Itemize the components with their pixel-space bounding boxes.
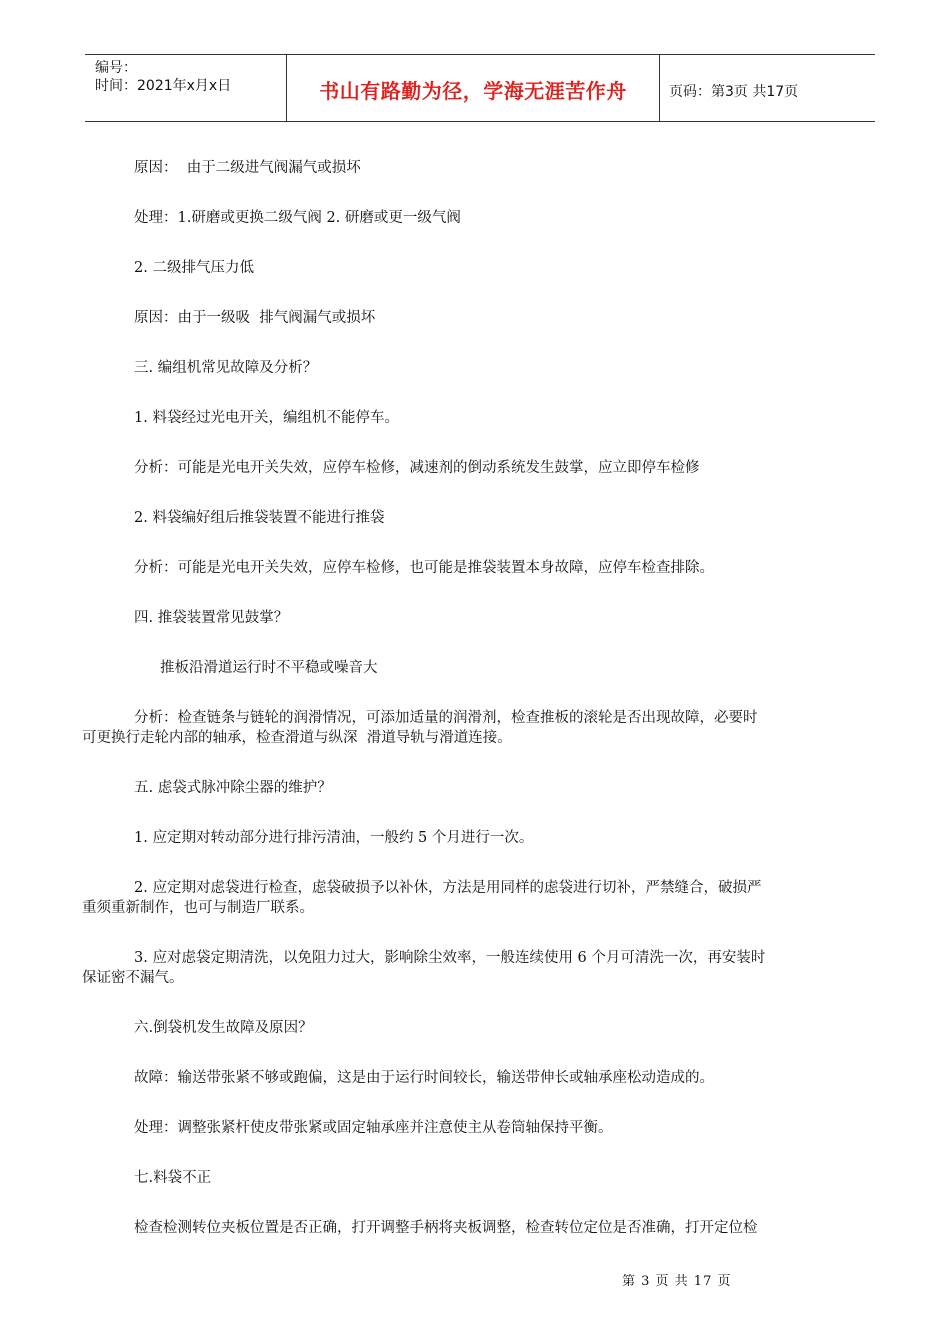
- paragraph-text: 七.料袋不正: [134, 1170, 212, 1186]
- paragraph-text: 分析：检查链条与链轮的润滑情况，可添加适量的润滑剂，检查推板的滚轮是否出现故障，必要时: [134, 710, 758, 726]
- header-motto: 书山有路勤为径，学海无涯苦作舟: [319, 79, 627, 103]
- paragraph: [134, 828, 860, 848]
- header-divider: [659, 55, 660, 122]
- paragraph: [134, 1168, 860, 1188]
- paragraph-text: 3. 应对虑袋定期清洗，以免阻力过大，影响除尘效率，一般连续使用 6 个月可清洗一次，再安装时: [134, 950, 766, 966]
- paragraph-text: 分析：可能是光电开关失效，应停车检修，也可能是推袋装置本身故障，应停车检查排除。: [134, 560, 714, 576]
- paragraph: [134, 258, 860, 278]
- paragraph-text: 检查检测转位夹板位置是否正确，打开调整手柄将夹板调整，检查转位定位是否准确，打开定位检: [134, 1220, 758, 1236]
- paragraph-text: 原因：由于一级吸 排气阀漏气或损坏: [134, 310, 376, 326]
- paragraph: [134, 658, 860, 678]
- header-page-info: 页码：第3页 共17页: [669, 84, 799, 100]
- paragraph-text: 六.倒袋机发生故障及原因？: [134, 1020, 313, 1036]
- paragraph-continuation: 保证密不漏气。: [82, 970, 184, 986]
- paragraph: [134, 508, 860, 528]
- paragraph-text: 2. 二级排气压力低: [134, 260, 254, 276]
- paragraph: [134, 778, 860, 798]
- page-header: [85, 54, 875, 122]
- paragraph: [134, 1118, 860, 1138]
- paragraph-text: 处理：调整张紧杆使皮带张紧或固定轴承座并注意使主从卷筒轴保持平衡。: [134, 1120, 613, 1136]
- paragraph: [134, 358, 860, 378]
- paragraph-text: 五. 虑袋式脉冲除尘器的维护？: [134, 780, 332, 796]
- paragraph-text: 2. 应定期对虑袋进行检查，虑袋破损予以补休，方法是用同样的虑袋进行切补，严禁缝合，破损严: [134, 880, 762, 896]
- header-meta: [95, 59, 231, 95]
- paragraph: [134, 308, 860, 328]
- paragraph-text: 分析：可能是光电开关失效，应停车检修，减速剂的倒动系统发生鼓掌，应立即停车检修: [134, 460, 700, 476]
- paragraph-text: 推板沿滑道运行时不平稳或噪音大: [160, 660, 378, 676]
- paragraph-text: 故障：输送带张紧不够或跑偏，这是由于运行时间较长，输送带伸长或轴承座松动造成的。: [134, 1070, 714, 1086]
- paragraph-continuation: 可更换行走轮内部的轴承，检查滑道与纵深 滑道导轨与滑道连接。: [82, 730, 512, 746]
- paragraph-text: 1. 料袋经过光电开关，编组机不能停车。: [134, 410, 399, 426]
- paragraph-text: 三. 编组机常见故障及分析？: [134, 360, 318, 376]
- paragraph: [82, 948, 860, 988]
- paragraph: [134, 208, 860, 228]
- paragraph: [134, 158, 860, 178]
- page-footer: 第 3 页 共 17 页: [622, 1274, 732, 1289]
- paragraph: [134, 1218, 860, 1238]
- paragraph-text: 2. 料袋编好组后推袋装置不能进行推袋: [134, 510, 385, 526]
- paragraph: [82, 878, 860, 918]
- paragraph: [82, 708, 860, 748]
- paragraph-text: 原因： 由于二级进气阀漏气或损坏: [134, 160, 361, 176]
- document-body: [82, 158, 860, 1268]
- document-date-label: 时间：2021年x月x日: [95, 78, 232, 94]
- paragraph-text: 四. 推袋装置常见鼓掌？: [134, 610, 289, 626]
- paragraph: [134, 1018, 860, 1038]
- paragraph-text: 处理：1.研磨或更换二级气阀 2. 研磨或更一级气阀: [134, 210, 461, 226]
- paragraph: [134, 608, 860, 628]
- paragraph: [134, 458, 860, 478]
- paragraph-text: 1. 应定期对转动部分进行排污清油，一般约 5 个月进行一次。: [134, 830, 534, 846]
- document-number-label: 编号：: [95, 60, 137, 76]
- paragraph: [134, 408, 860, 428]
- paragraph: [134, 558, 860, 578]
- paragraph-continuation: 重须重新制作，也可与制造厂联系。: [82, 900, 314, 916]
- paragraph: [134, 1068, 860, 1088]
